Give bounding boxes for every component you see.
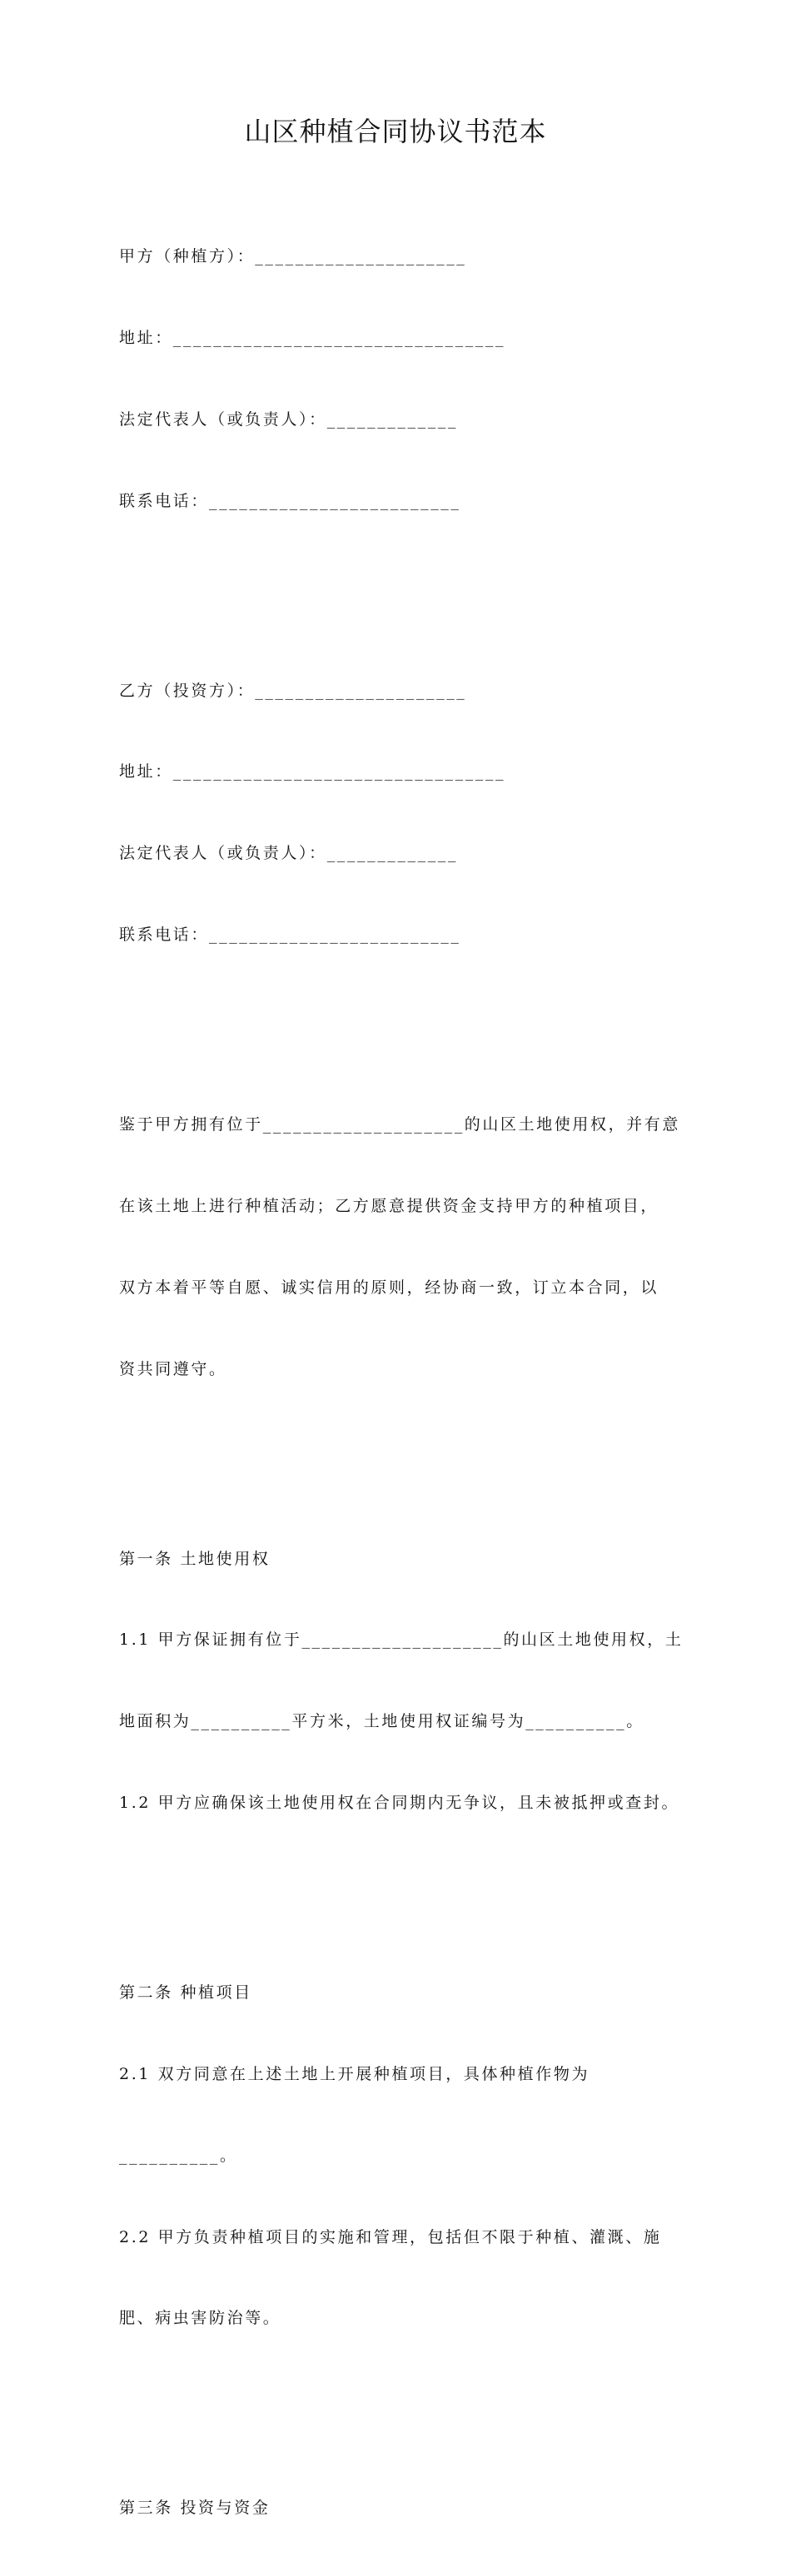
- blank-gap: [119, 1871, 702, 1898]
- blank-gap: [119, 1437, 702, 1464]
- party-a-heading: 甲方（种植方）：_____________________: [119, 247, 467, 266]
- article1-line: 1.1 甲方保证拥有位于____________________的山区土地使用权，土: [119, 1630, 684, 1650]
- party-a-address: 地址：_________________________________: [119, 328, 506, 347]
- document-body: [119, 189, 702, 2576]
- preamble-line: 双方本着平等自愿、诚实信用的原则，经协商一致，订立本合同，以: [119, 1278, 659, 1297]
- party-a-phone: 联系电话：_________________________: [119, 491, 461, 510]
- article2-heading: 第二条 种植项目: [119, 1983, 252, 2003]
- party-b-phone: 联系电话：_________________________: [119, 926, 461, 945]
- preamble-line: 鉴于甲方拥有位于____________________的山区土地使用权，并有意: [119, 1115, 681, 1134]
- blank-gap: [119, 568, 702, 596]
- article2-line: 2.1 双方同意在上述土地上开展种植项目，具体种植作物为: [119, 2064, 590, 2083]
- blank-gap: [119, 2386, 702, 2414]
- party-b-heading: 乙方（投资方）：_____________________: [119, 681, 467, 700]
- blank-gap: [119, 1003, 702, 1030]
- article2-line: 肥、病虫害防治等。: [119, 2309, 281, 2328]
- article2-line: __________。: [119, 2146, 238, 2165]
- party-b-address: 地址：_________________________________: [119, 762, 506, 782]
- party-a-representative: 法定代表人（或负责人）：_____________: [119, 409, 459, 429]
- preamble-line: 资共同遵守。: [119, 1359, 227, 1378]
- article2-line: 2.2 甲方负责种植项目的实施和管理，包括但不限于种植、灌溉、施: [119, 2227, 662, 2246]
- party-b-representative: 法定代表人（或负责人）：_____________: [119, 844, 459, 863]
- article3-heading: 第三条 投资与资金: [119, 2499, 271, 2518]
- article1-line: 地面积为__________平方米，土地使用权证编号为__________。: [119, 1712, 644, 1731]
- document-title: 山区种植合同协议书范本: [244, 116, 547, 147]
- preamble-line: 在该土地上进行种植活动；乙方愿意提供资金支持甲方的种植项目，: [119, 1196, 659, 1215]
- article1-heading: 第一条 土地使用权: [119, 1549, 271, 1568]
- article1-line: 1.2 甲方应确保该土地使用权在合同期内无争议，且未被抵押或查封。: [119, 1794, 680, 1813]
